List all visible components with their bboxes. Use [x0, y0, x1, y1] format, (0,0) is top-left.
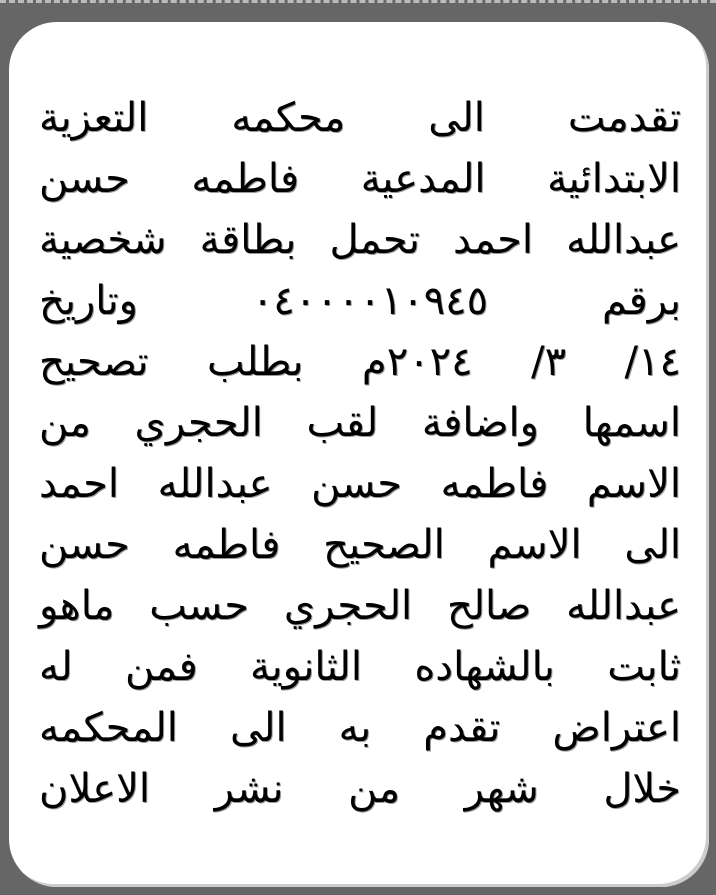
- notice-line: الى الاسم الصحيح فاطمه حسن: [39, 522, 681, 568]
- notice-line: ثابت بالشهاده الثانوية فمن له: [39, 644, 681, 690]
- notice-text: [39, 88, 681, 820]
- notice-line: ١٤/ ٣/ ٢٠٢٤م بطلب تصحيح: [39, 339, 681, 385]
- notice-line: الاسم فاطمه حسن عبدالله احمد: [39, 461, 681, 507]
- notice-line: خلال شهر من نشر الاعلان: [39, 766, 681, 812]
- notice-line: برقم ٠٤٠٠٠٠١٠٩٤٥ وتاريخ: [39, 278, 681, 324]
- notice-line: تقدمت الى محكمه التعزية: [39, 95, 681, 141]
- notice-line: اعتراض تقدم به الى المحكمه: [39, 705, 681, 751]
- notice-card: [9, 22, 709, 887]
- notice-line: عبدالله صالح الحجري حسب ماهو: [39, 583, 681, 629]
- notice-line: اسمها واضافة لقب الحجري من: [39, 400, 681, 446]
- notice-line: عبدالله احمد تحمل بطاقة شخصية: [39, 217, 681, 263]
- notice-line: الابتدائية المدعية فاطمه حسن: [39, 156, 681, 202]
- dashed-border: [0, 0, 716, 3]
